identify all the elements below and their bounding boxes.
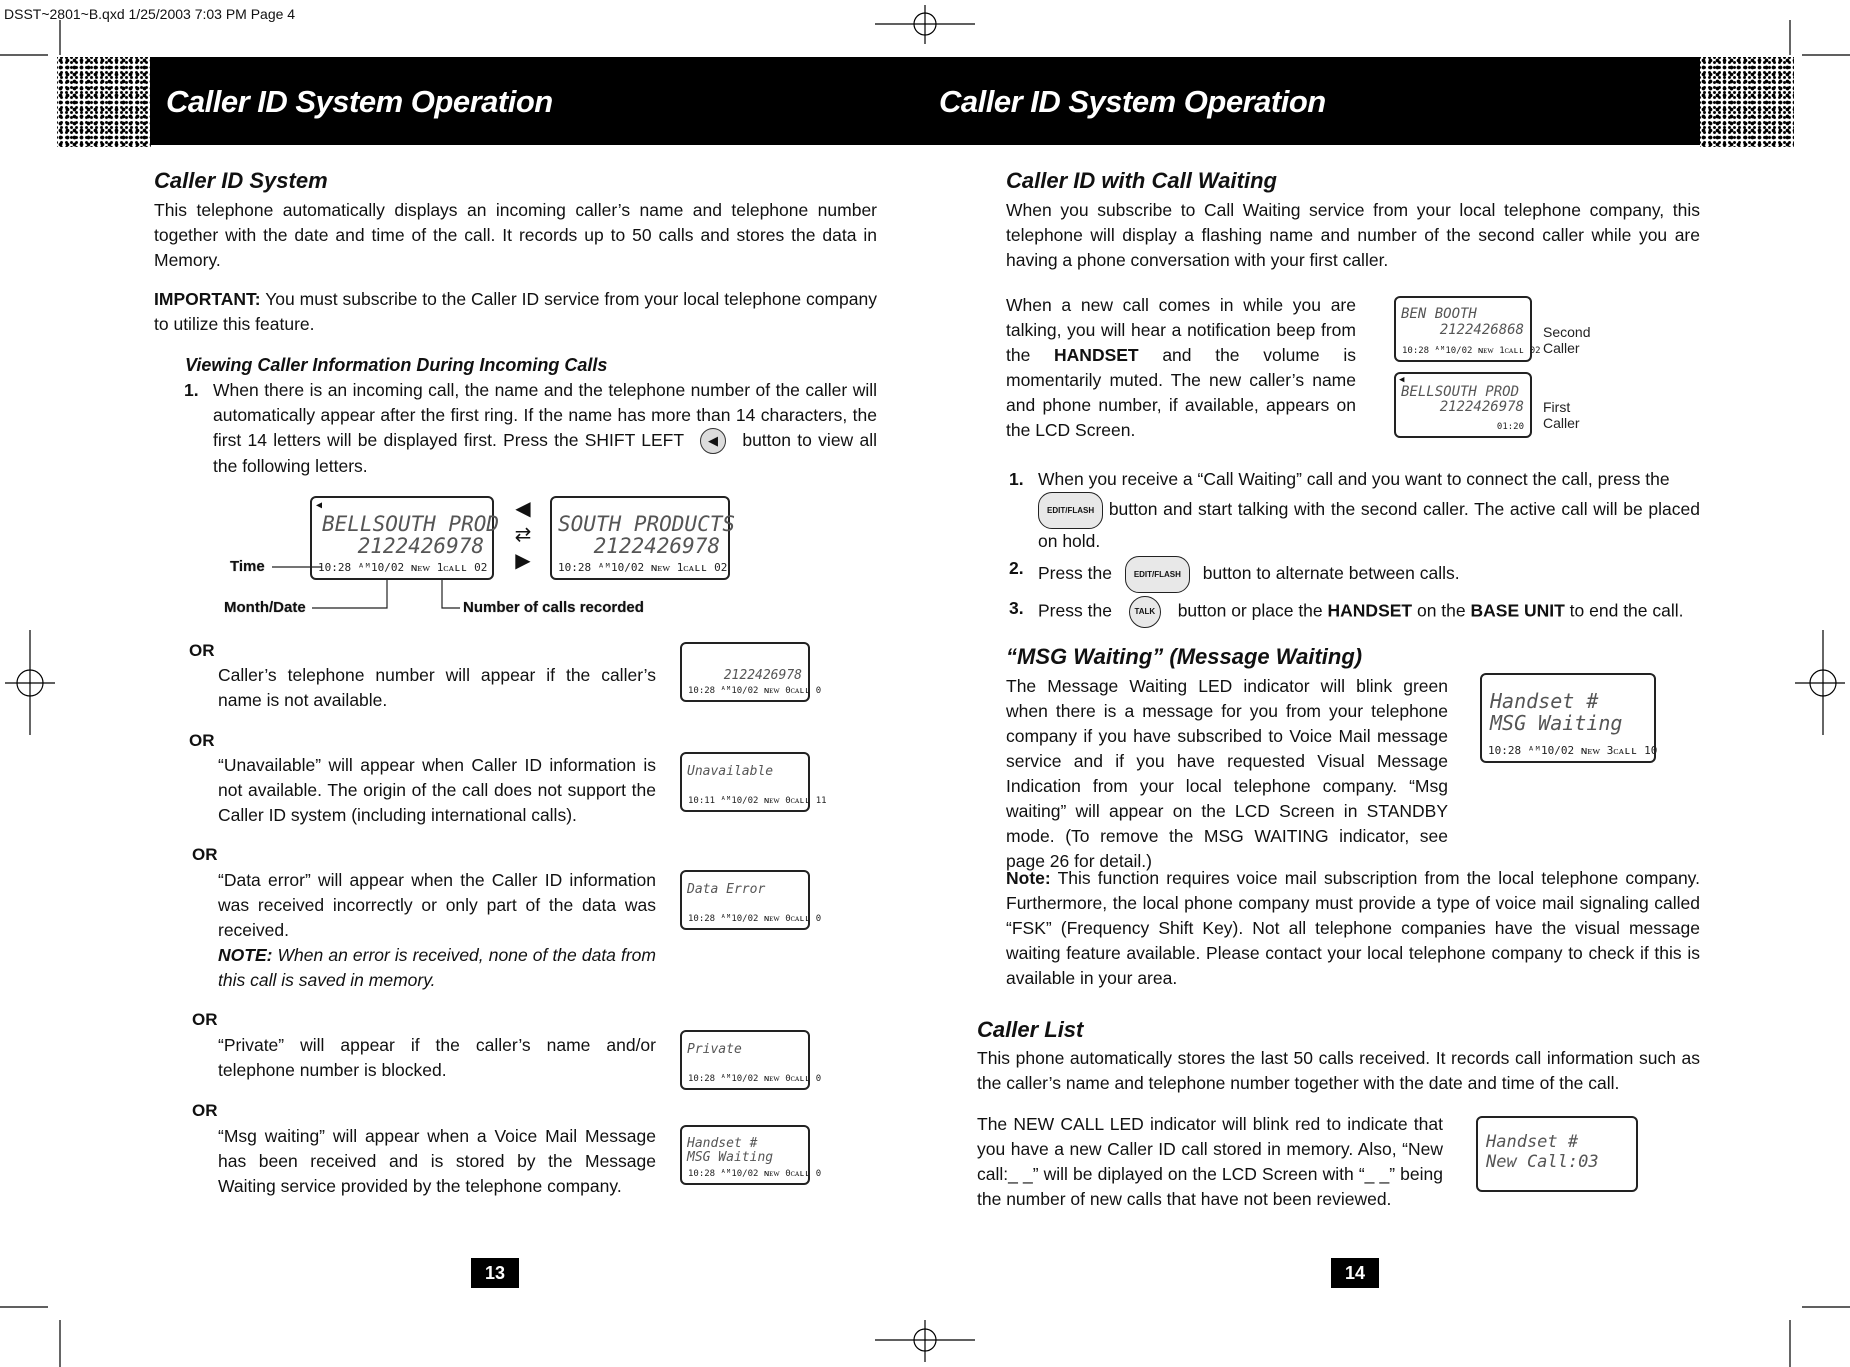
cw-step-text-b: button to alternate between calls. [1202,563,1460,584]
second-caller-lcd [1394,296,1541,362]
left-subheading: Viewing Caller Information During Incoming Calls [185,355,608,375]
left-step1-text-b: button to view all the following letters. [213,430,877,477]
option-text [218,868,656,993]
list-para: The NEW CALL LED indicator will blink red to indicate that you have a new Caller ID call stored in memory. Also, “New call:_ _” will be diplayed on the LCD Screen with “_ _” being the number of new calls that have not been reviewed. [977,1114,1443,1209]
lcd-line-1: SOUTH PRODUCTS [558,512,736,536]
lcd-line-1: BEN BOOTH [1401,306,1477,322]
lcd-line-1: Handset # [687,1136,758,1151]
lcd-line-1: Unavailable [687,764,774,779]
diagram-arrows: ◀ ⇄ ▶ [514,498,532,572]
msg-text: The Message Waiting LED indicator will blink green when there is a message for you from your telephone company if you have subscribed to Voice Mail message service and if you have requested Visual Message Indication from your local telephone company. “Msg waiting” will appear on the LCD Screen in STANDBY mode. (To remove the MSG WAITING indicator, see page 26 for detail.) [1006,676,1448,871]
lcd-line-2: 2122426978 [723,668,802,683]
cw-step-text-a: Press the [1038,600,1112,621]
file-header: DSST~2801~B.qxd 1/25/2003 7:03 PM Page 4 [4,6,296,22]
diagram-label-time: Time [230,558,265,575]
option-or: OR [189,731,215,750]
cw-step-base: BASE UNIT [1470,600,1565,621]
lcd-status: 10:28 ᴬᴹ10/02 ɴᴇᴡ 1ᴄᴀʟʟ 02 [558,561,728,574]
lcd-status: 10:28 ᴬᴹ10/02 ɴᴇᴡ 0ᴄᴀʟʟ 0 [688,914,822,924]
lcd-status: 10:28 ᴬᴹ10/02 ɴᴇᴡ 0ᴄᴀʟʟ 0 [688,686,822,696]
cw-step-handset: HANDSET [1327,600,1413,621]
option-lcd [680,752,827,812]
left-step1-num: 1. [184,380,199,400]
first-caller-label: First Caller [1543,399,1580,431]
diagram-label-month: Month/Date [224,599,306,616]
cw-para-b: and the volume is momentarily muted. The new caller’s name and phone number, if available, appears on the LCD Screen. [1006,345,1356,440]
option-lcd [680,642,822,702]
msg-lcd [1480,673,1656,763]
option-lcd [680,1030,822,1090]
option-lcd [680,1125,822,1185]
talk-button: TALK [1129,596,1161,628]
lcd-line-1: Handset # [1486,1132,1579,1152]
lcd-status: 10:28 ᴬᴹ10/02 ɴᴇᴡ 3ᴄᴀʟʟ 10 [1488,744,1658,757]
cw-para-handset: HANDSET [1054,345,1139,365]
cw-title: Caller ID with Call Waiting [1006,168,1277,193]
lcd-status: 10:28 ᴬᴹ10/02 ɴᴇᴡ 1ᴄᴀʟʟ 02 [318,561,488,574]
lcd-line-2: 2122426978 [593,534,720,558]
edit-flash-button: EDIT/FLASH [1038,492,1103,529]
cw-step-num: 1. [1009,469,1024,489]
left-intro: This telephone automatically displays an incoming caller’s name and telephone number together with the date and time of the call. It records up to 50 calls and stores the data in Memory. [154,200,877,270]
lcd-status: 10:28 ᴬᴹ10/02 ɴᴇᴡ 0ᴄᴀʟʟ 0 [688,1074,822,1084]
important-label: IMPORTANT: [154,289,261,309]
lcd-status: 10:28 ᴬᴹ10/02 ɴᴇᴡ 1ᴄᴀʟʟ 02 [1402,346,1541,356]
option-text: Caller’s telephone number will appear if the caller’s name is not available. [218,665,656,710]
header-pattern-right [1700,57,1794,147]
lcd-line-2: MSG Waiting [687,1150,774,1165]
list-title: Caller List [977,1017,1084,1042]
important-text: You must subscribe to the Caller ID service from your local telephone company to utilize this feature. [154,289,877,334]
lcd-line-1: Data Error [687,882,766,897]
cw-step-text-a: When you receive a “Call Waiting” call and you want to connect the call, press the [1038,469,1670,489]
lcd-status: 10:11 ᴬᴹ10/02 ɴᴇᴡ 0ᴄᴀʟʟ 11 [688,796,827,806]
cw-step-num: 2. [1009,558,1024,578]
list-intro: This phone automatically stores the last 50 calls received. It records call information such as the caller’s name and telephone number together with the date and time of the call. [977,1048,1700,1093]
msg-note [1006,866,1700,991]
cw-step-num: 3. [1009,598,1024,618]
list-lcd [1476,1116,1638,1192]
option-lcd [680,870,822,930]
option-text: “Msg waiting” will appear when a Voice Mail Message has been received and is stored by the Message Waiting service provided by the telephone company. [218,1126,656,1196]
lcd-line-1: BELLSOUTH PROD [1401,384,1520,400]
cw-step-text-d: to end the call. [1564,600,1684,621]
lcd-line-2: New Call:03 [1486,1152,1599,1172]
lcd-line-1: BELLSOUTH PROD [322,512,500,536]
lcd-status: 01:20 [1496,422,1524,432]
option-or: OR [192,845,218,864]
lcd-line-1: Private [687,1042,742,1057]
option-or: OR [192,1010,218,1029]
cw-step-1 [1006,467,1700,554]
first-caller-lcd [1394,372,1532,438]
lcd-line-2: 2122426978 [357,534,484,558]
lcd-arrow-icon: ◀ [316,500,323,511]
cw-step-3 [1006,596,1700,628]
option-or: OR [189,641,215,660]
option-text: “Unavailable” will appear when Caller ID information is not available. The origin of the call does not support the Caller ID system (including international calls). [218,755,656,825]
lcd-arrow-icon: ◀ [1399,375,1405,385]
cw-para [1006,293,1356,443]
left-step1-text-a: When there is an incoming call, the name and the telephone number of the caller will automatically appear after the first ring. If the name has more than 14 characters, the first 14 letters will be displayed first. Press the SHIFT LEFT [213,380,877,450]
cw-step-text-b: button and start talking with the second caller. The active call will be placed on hold. [1038,499,1700,551]
left-header-title: Caller ID System Operation [166,84,553,119]
option-text: “Private” will appear if the caller’s name and/or telephone number is blocked. [218,1035,656,1080]
lcd-line-2: 2122426868 [1439,322,1524,338]
diagram-leader-lines [0,0,900,640]
option-note-label: NOTE: [218,945,273,965]
cw-step-text-b: button or place the [1177,600,1328,621]
right-header-title: Caller ID System Operation [939,84,1326,119]
lcd-line-2: MSG Waiting [1490,711,1623,735]
cw-step-2 [1006,556,1700,593]
shift-left-icon: ◀ [700,428,726,454]
diagram-label-calls: Number of calls recorded [463,599,644,616]
left-section-title: Caller ID System [154,168,328,193]
lcd-line-2: 2122426978 [1439,399,1524,415]
second-caller-label: Second Caller [1543,324,1591,356]
lcd-status: 10:28 ᴬᴹ10/02 ɴᴇᴡ 0ᴄᴀʟʟ 0 [688,1169,822,1179]
option-text-main: “Data error” will appear when the Caller ID information was received incorrectly or only part of the data was received. [218,870,656,940]
option-or: OR [192,1101,218,1120]
edit-flash-button: EDIT/FLASH [1125,556,1190,593]
option-note-text: When an error is received, none of the data from this call is saved in memory. [218,945,656,990]
cw-para-a: When a new call comes in while you are talking, you will hear a notification beep from the [1006,295,1356,365]
cw-intro: When you subscribe to Call Waiting service from your local telephone company, this telephone will display a flashing name and number of the second caller while you are having a phone conversation with your first caller. [1006,200,1700,270]
msg-note-text: This function requires voice mail subscription from the local telephone company. Furthermore, the local phone company must provide a type of voice mail signaling called “FSK” (Frequency Shift Key). Not all telephone companies have the visual message waiting feature available. Please contact your local telephone company to check if this is available in your area. [1006,868,1700,988]
cw-step-text-a: Press the [1038,563,1112,584]
left-page-number: 13 [471,1258,519,1288]
cw-step-text-c: on the [1412,600,1471,621]
right-page-number: 14 [1331,1258,1379,1288]
msg-note-label: Note: [1006,868,1051,888]
lcd-line-1: Handset # [1490,689,1599,713]
msg-title: “MSG Waiting” (Message Waiting) [1006,644,1363,669]
